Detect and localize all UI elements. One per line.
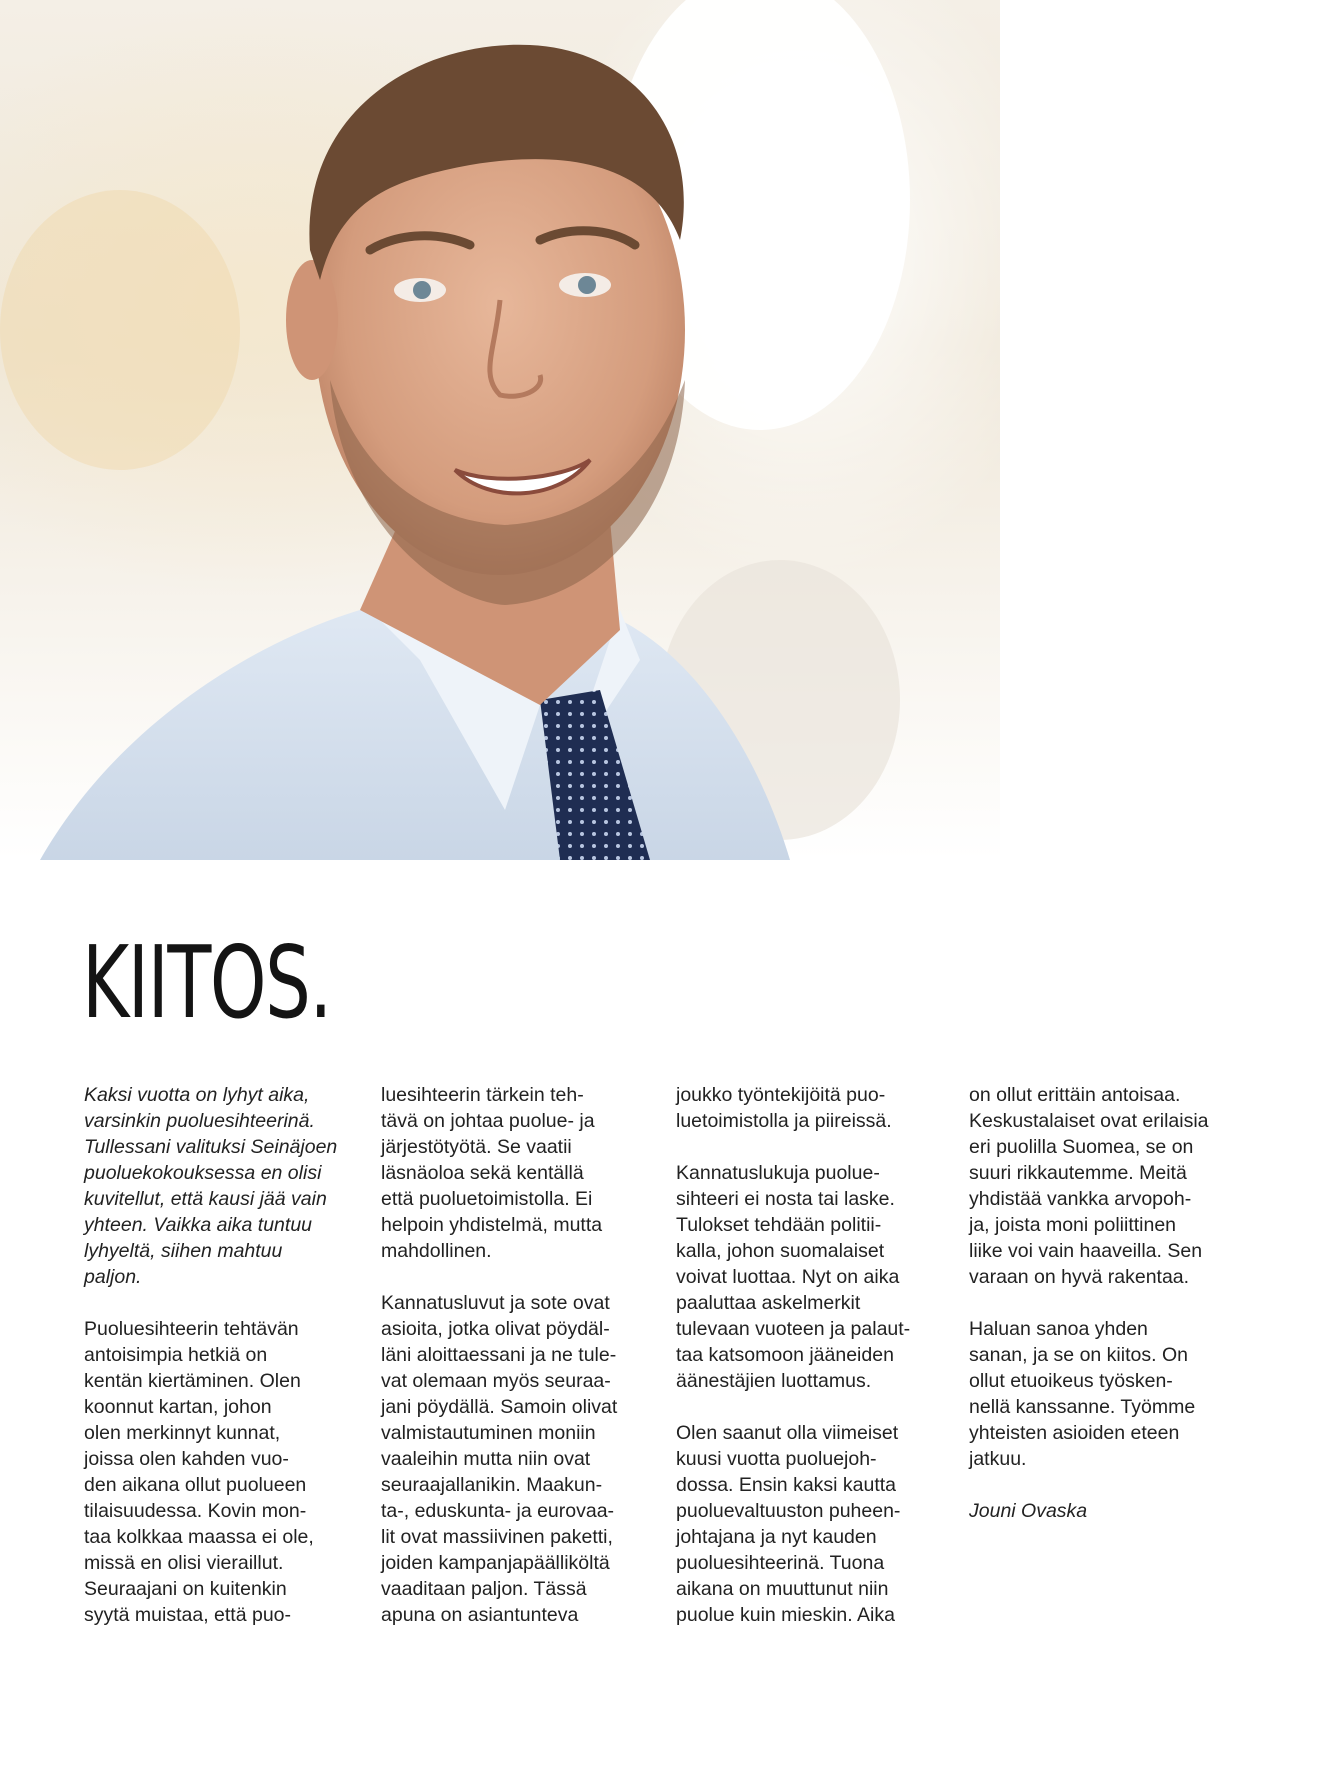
text-line: den aikana ollut puolueen <box>84 1474 307 1496</box>
text-line: on ollut erittäin antoisaa. <box>969 1084 1181 1106</box>
text-line: suuri rikkautemme. Meitä <box>969 1162 1187 1184</box>
text-line: yhdistää vankka arvopoh- <box>969 1188 1192 1210</box>
text-line: puolue kuin mieskin. Aika <box>676 1604 895 1626</box>
text-line: antoisimpia hetkiä on <box>84 1344 268 1366</box>
text-line: johtajana ja nyt kauden <box>676 1526 877 1548</box>
text-line: puoluevaltuuston puheen- <box>676 1500 901 1522</box>
text-line: helpoin yhdistelmä, mutta <box>381 1214 603 1236</box>
text-line: Haluan sanoa yhden <box>969 1318 1148 1340</box>
text-line: koonnut kartan, johon <box>84 1396 272 1418</box>
article-paragraph <box>84 1082 356 1290</box>
text-line: Kaksi vuotta on lyhyt aika, <box>84 1084 310 1106</box>
text-line: vat olemaan myös seuraa- <box>381 1370 611 1392</box>
text-line: eri puolilla Suomea, se on <box>969 1136 1194 1158</box>
text-line: äänestäjien luottamus. <box>676 1370 872 1392</box>
text-line: ja, joista moni poliittinen <box>969 1214 1177 1236</box>
article-paragraph <box>969 1498 1241 1524</box>
text-line: tulevaan vuoteen ja palaut- <box>676 1318 911 1340</box>
text-line: puoluekokouksessa en olisi <box>84 1162 322 1184</box>
text-line: lyhyeltä, siihen mahtuu <box>84 1240 283 1262</box>
text-line: luetoimistolla ja piireissä. <box>676 1110 892 1132</box>
text-line: yhteen. Vaikka aika tuntuu <box>84 1214 313 1236</box>
text-line: läsnäoloa sekä kentällä <box>381 1162 584 1184</box>
text-line: että puoluetoimistolla. Ei <box>381 1188 593 1210</box>
text-line: paljon. <box>84 1266 142 1288</box>
text-line: lit ovat massiivinen paketti, <box>381 1526 613 1548</box>
article-paragraph <box>676 1160 948 1394</box>
text-line: Olen saanut olla viimeiset <box>676 1422 899 1444</box>
text-line: vaaditaan paljon. Tässä <box>381 1578 587 1600</box>
text-line: läni aloittaessani ja ne tule- <box>381 1344 617 1366</box>
text-line: valmistautuminen moniin <box>381 1422 596 1444</box>
text-line: kalla, johon suomalaiset <box>676 1240 885 1262</box>
text-line: luesihteerin tärkein teh- <box>381 1084 584 1106</box>
text-line: joissa olen kahden vuo- <box>84 1448 289 1470</box>
text-line: mahdollinen. <box>381 1240 492 1262</box>
text-column-1 <box>84 1082 356 1654</box>
text-line: apuna on asiantunteva <box>381 1604 579 1626</box>
article-title: KIITOS. <box>82 924 331 1041</box>
text-line: tilaisuudessa. Kovin mon- <box>84 1500 307 1522</box>
article-paragraph <box>676 1420 948 1628</box>
text-line: Jouni Ovaska <box>969 1500 1088 1522</box>
text-line: paaluttaa askelmerkit <box>676 1292 861 1314</box>
portrait-illustration <box>0 0 1000 860</box>
text-line: jatkuu. <box>969 1448 1027 1470</box>
text-line: Tulokset tehdään politii- <box>676 1214 882 1236</box>
article-paragraph <box>676 1082 948 1134</box>
text-line: Puoluesihteerin tehtävän <box>84 1318 299 1340</box>
text-line: kuusi vuotta puoluejoh- <box>676 1448 877 1470</box>
text-line: nellä kanssanne. Työmme <box>969 1396 1196 1418</box>
text-line: joiden kampanjapäälliköltä <box>381 1552 610 1574</box>
article-paragraph <box>381 1082 653 1264</box>
text-line: liike voi vain haaveilla. Sen <box>969 1240 1203 1262</box>
text-line: Tullessani valituksi Seinäjoen <box>84 1136 338 1158</box>
text-line: kentän kiertäminen. Olen <box>84 1370 301 1392</box>
text-column-4 <box>969 1082 1241 1550</box>
text-line: jani pöydällä. Samoin olivat <box>381 1396 618 1418</box>
text-line: sanan, ja se on kiitos. On <box>969 1344 1188 1366</box>
text-line: Kannatuslukuja puolue- <box>676 1162 880 1184</box>
text-column-2 <box>381 1082 653 1654</box>
article-paragraph <box>969 1316 1241 1472</box>
text-line: syytä muistaa, että puo- <box>84 1604 292 1626</box>
text-line: yhteisten asioiden eteen <box>969 1422 1180 1444</box>
text-line: sihteeri ei nosta tai laske. <box>676 1188 895 1210</box>
text-line: olen merkinnyt kunnat, <box>84 1422 281 1444</box>
text-line: missä en olisi vieraillut. <box>84 1552 284 1574</box>
text-line: taa katsomoon jääneiden <box>676 1344 894 1366</box>
article-paragraph <box>84 1316 356 1628</box>
text-line: varsinkin puoluesihteerinä. <box>84 1110 315 1132</box>
text-line: seuraajallanikin. Maakun- <box>381 1474 603 1496</box>
text-line: kuvitellut, että kausi jää vain <box>84 1188 327 1210</box>
text-line: dossa. Ensin kaksi kautta <box>676 1474 897 1496</box>
text-line: tävä on johtaa puolue- ja <box>381 1110 595 1132</box>
text-line: varaan on hyvä rakentaa. <box>969 1266 1190 1288</box>
text-line: järjestötyötä. Se vaatii <box>381 1136 572 1158</box>
text-line: taa kolkkaa maassa ei ole, <box>84 1526 314 1548</box>
text-line: voivat luottaa. Nyt on aika <box>676 1266 900 1288</box>
text-line: Kannatusluvut ja sote ovat <box>381 1292 610 1314</box>
article-paragraph <box>969 1082 1241 1290</box>
text-line: aikana on muuttunut niin <box>676 1578 889 1600</box>
text-line: puoluesihteerinä. Tuona <box>676 1552 885 1574</box>
text-line: vaaleihin mutta niin ovat <box>381 1448 591 1470</box>
article-paragraph <box>381 1290 653 1628</box>
text-line: asioita, jotka olivat pöydäl- <box>381 1318 610 1340</box>
portrait-photo <box>0 0 1000 860</box>
text-line: joukko työntekijöitä puo- <box>676 1084 886 1106</box>
text-line: ollut etuoikeus työsken- <box>969 1370 1173 1392</box>
text-column-3 <box>676 1082 948 1654</box>
text-line: Keskustalaiset ovat erilaisia <box>969 1110 1209 1132</box>
text-line: Seuraajani on kuitenkin <box>84 1578 287 1600</box>
text-line: ta-, eduskunta- ja eurovaa- <box>381 1500 615 1522</box>
